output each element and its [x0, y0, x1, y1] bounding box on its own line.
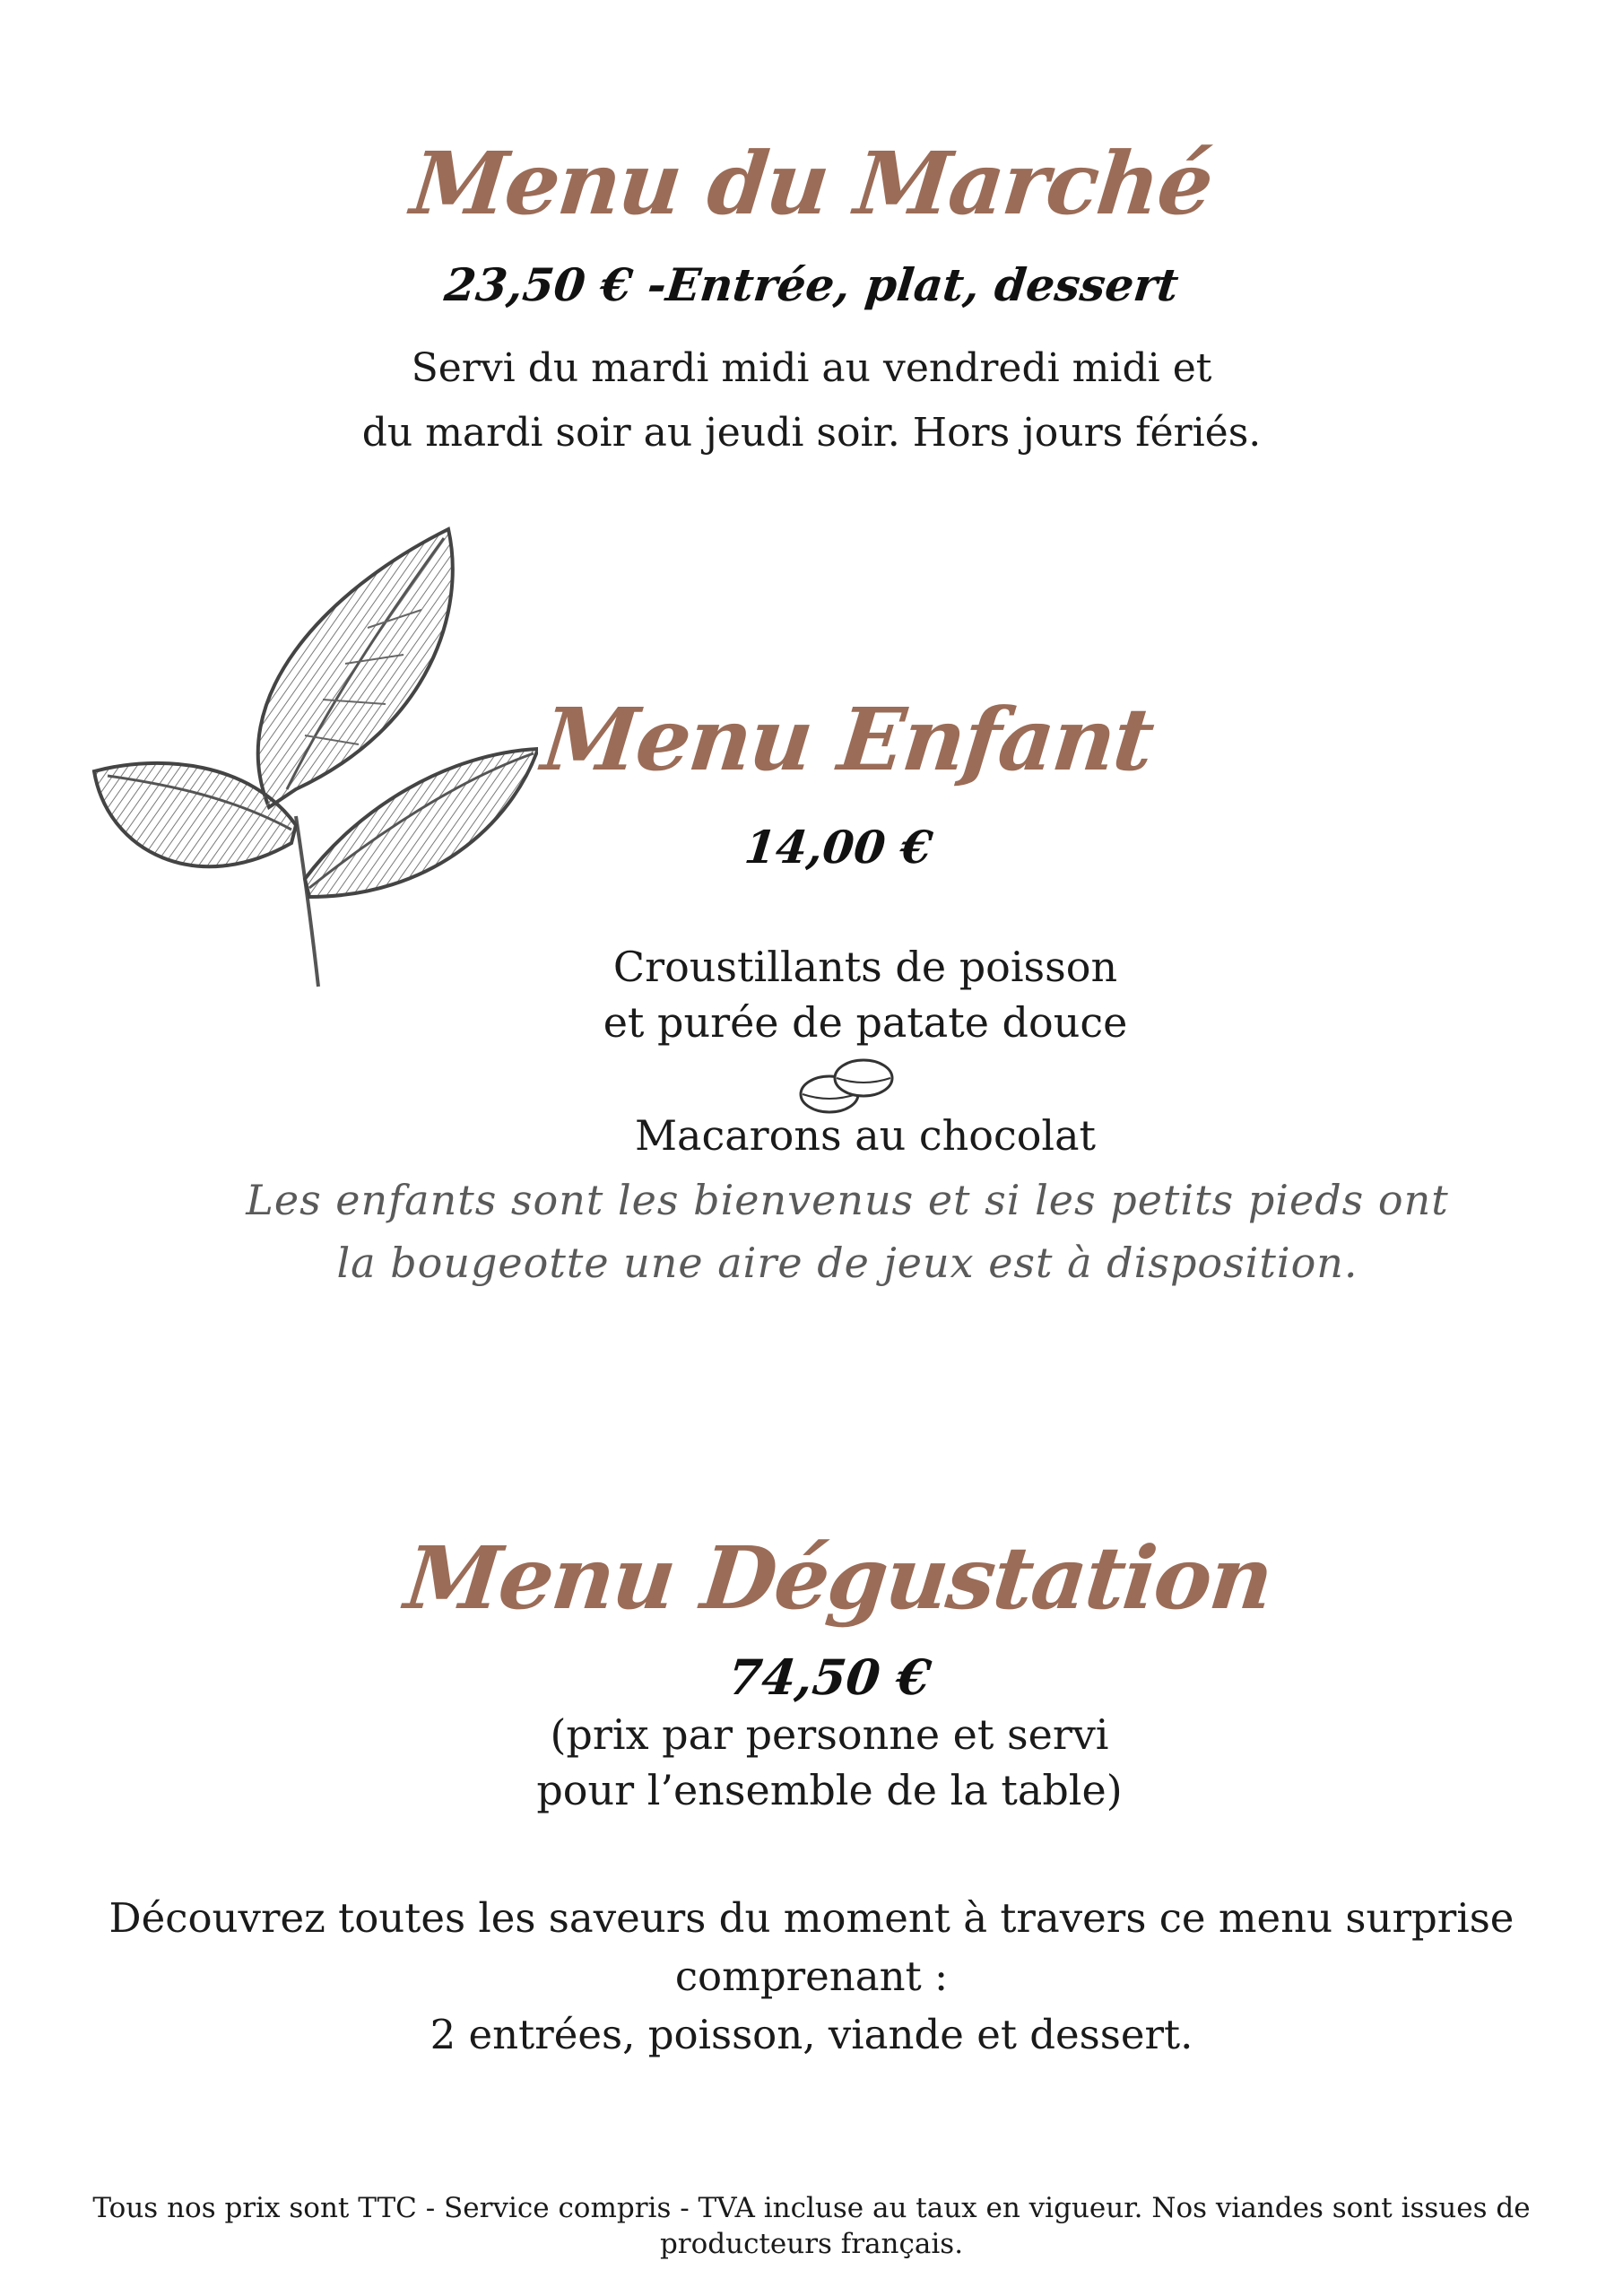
menu-enfant-note-line2: la bougeotte une aire de jeux est à disposition.: [336, 1239, 1358, 1287]
menu-degustation-description-line2: comprenant :: [674, 1952, 949, 2000]
menu-enfant-dish2: Macarons au chocolat: [634, 1111, 1097, 1160]
menu-enfant-note-line1: Les enfants sont les bienvenus et si les petits pieds ont: [246, 1176, 1449, 1224]
menu-enfant-title: Menu Enfant: [537, 689, 1158, 790]
menu-marche-description-line1: Servi du mardi midi au vendredi midi et: [411, 345, 1212, 391]
footer-line2: producteurs français.: [659, 2228, 964, 2260]
menu-marche-price: 23,50 € -Entrée, plat, dessert: [442, 258, 1182, 311]
menu-enfant-dish1-line2: et purée de patate douce: [603, 998, 1128, 1047]
menu-degustation-title: Menu Dégustation: [400, 1527, 1277, 1629]
menu-degustation-description-line3: 2 entrées, poisson, viande et dessert.: [430, 2011, 1193, 2058]
menu-degustation-condition-line2: pour l’ensemble de la table): [536, 1766, 1123, 1814]
menu-degustation-condition-line1: (prix par personne et servi: [550, 1710, 1109, 1759]
menu-marche-description-line2: du mardi soir au jeudi soir. Hors jours fériés.: [361, 410, 1262, 456]
menu-degustation-description-line1: Découvrez toutes les saveurs du moment à travers ce menu surprise: [108, 1894, 1515, 1942]
menu-marche-title: Menu du Marché: [406, 133, 1217, 234]
menu-enfant-price: 14,00 €: [742, 821, 935, 874]
menu-enfant-dish1-line1: Croustillants de poisson: [612, 943, 1118, 991]
footer-line1: Tous nos prix sont TTC - Service compris - TVA incluse au taux en vigueur. Nos viandes sont issues de: [92, 2192, 1531, 2224]
menu-degustation-price: 74,50 €: [725, 1648, 934, 1706]
